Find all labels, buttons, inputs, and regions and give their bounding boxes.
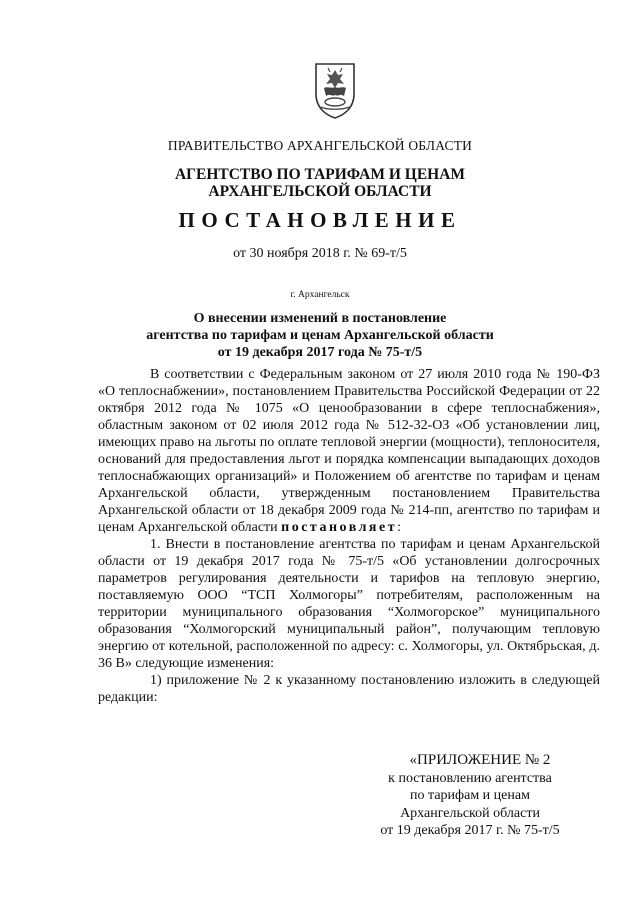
government-title: ПРАВИТЕЛЬСТВО АРХАНГЕЛЬСКОЙ ОБЛАСТИ [167,138,473,153]
appendix-line: к постановлению агентства [388,770,552,786]
preamble-text: В соответствии с Федеральным законом от 27 июля 2010 года № 190-ФЗ «О теплоснабжении», постановлением Правительства Российской Федерации от 22 октября 2012 года № 1075 «О ценообразовании в сфере теплоснабжения», областным законом от 02 июля 2012 года № 512-32-ОЗ «Об установлении лиц, имеющих право на льготы по оплате тепловой энергии (мощности), теплоносителя, оснований для предоставления льгот и порядка компенсации выпадающих доходов теплоснабжающих организаций» и Положением об агентстве по тарифам и ценам Архангельской области, утвержденным постановлением Правительства Архангельской области от 18 декабря 2009 года № 214-пп, агентство по тарифам и ценам Архангельской области [98,367,600,535]
document-body [98,366,600,706]
appendix-line: от 19 декабря 2017 г. № 75-т/5 [380,823,560,838]
document-city: г. Архангельск [290,290,350,300]
decree-word: постановляет [281,520,398,535]
subject-line: О внесении изменений в постановление [193,311,447,326]
paragraph-subitem-1: 1) приложение № 2 к указанному постановлению изложить в следующей редакции: [98,673,600,705]
subject-line: от 19 декабря 2017 года № 75-т/5 [217,345,423,360]
document-subject [0,310,640,361]
agency-title-line: АРХАНГЕЛЬСКОЙ ОБЛАСТИ [208,183,432,200]
agency-title-line: АГЕНТСТВО ПО ТАРИФАМ И ЦЕНАМ [174,166,466,183]
appendix-header [340,752,600,840]
document-type: ПОСТАНОВЛЕНИЕ [178,208,462,232]
document-date-number: от 30 ноября 2018 г. № 69-т/5 [233,246,407,261]
appendix-title: «ПРИЛОЖЕНИЕ № 2 [409,752,551,768]
appendix-line: Архангельской области [400,805,540,821]
paragraph-preamble: В соответствии с Федеральным законом от 27 июля 2010 года № 190-ФЗ «О теплоснабжении», постановлением Правительства Российской Федерации от 22 октября 2012 года № 1075 «О ценообразовании в сфере теплоснабжения», областным законом от 02 июля 2012 года № 512-32-ОЗ «Об установлении лиц, имеющих право на льготы по оплате тепловой энергии (мощности), теплоносителя, оснований для предоставления льгот и порядка компенсации выпадающих доходов теплоснабжающих организаций» и Положением об агентстве по тарифам и ценам Архангельской области, утвержденным постановлением Правительства Архангельской области от 18 декабря 2009 года № 214-пп, агентство по тарифам и ценам Архангельской области постановляет: [98,367,600,535]
appendix-line: по тарифам и ценам [410,788,530,803]
coat-of-arms-icon [310,62,360,120]
subject-line: агентства по тарифам и ценам Архангельской области [146,328,494,343]
paragraph-item-1: 1. Внести в постановление агентства по тарифам и ценам Архангельской области от 19 декабря 2017 года № 75-т/5 «Об установлении долгосрочных параметров регулирования деятельности и тарифов на тепловую энергию, поставляемую ООО “ТСП Холмогоры” потребителям, расположенным на территории муниципального образования “Холмогорское” муниципального образования “Холмогорский муниципальный район”, получающим тепловую энергию от котельной, расположенной по адресу: с. Холмогоры, ул. Октябрьская, д. 36 В» следующие изменения: [98,537,600,671]
agency-title [0,166,640,200]
